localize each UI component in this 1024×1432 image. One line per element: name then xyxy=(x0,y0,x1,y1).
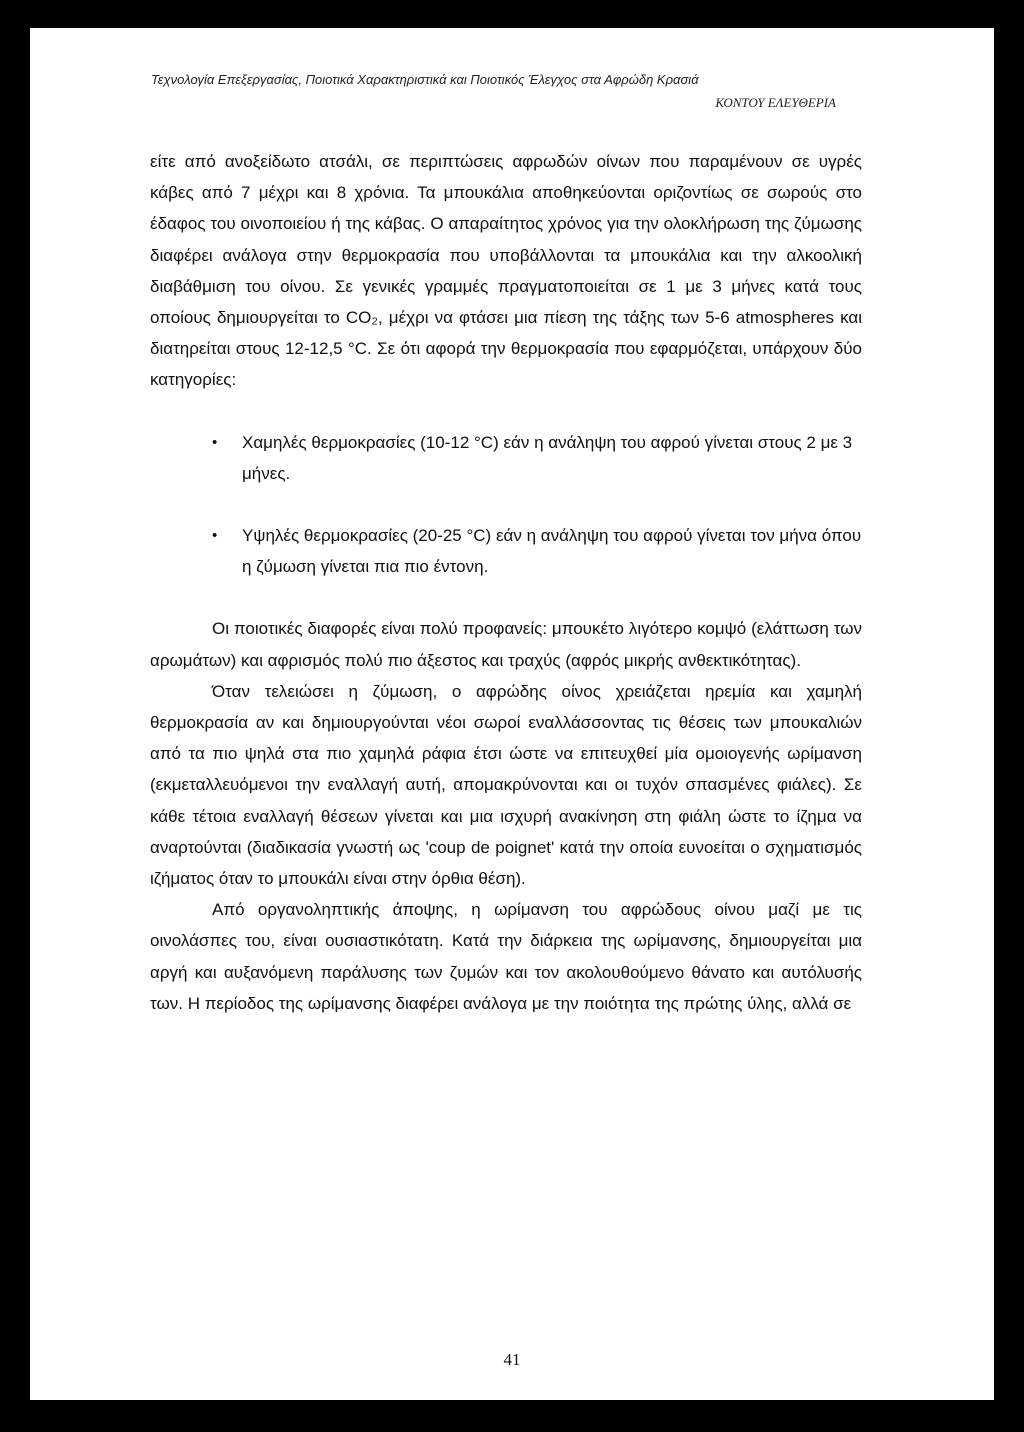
bullet-text: Υψηλές θερμοκρασίες (20-25 °C) εάν η ανάληψη του αφρού γίνεται τον μήνα όπου η ζύμωση γίνεται πια πιο έντονη. xyxy=(242,526,862,577)
spacer xyxy=(150,582,862,613)
paragraph-4: Από οργανοληπτικής άποψης, η ωρίμανση του αφρώδους οίνου μαζί με τις οινολάσπες του, είναι ουσιαστικότατη. Κατά την διάρκεια της ωρίμανσης, δημιουργείται μια αργή και αυξανόμενη παράλυσης των ζυμών και τον ακολουθούμενο θάνατο και αυτόλυσής των. Η περίοδος της ωρίμανσης διαφέρει ανάλογα με την ποιότητα της πρώτης ύλης, αλλά σε xyxy=(150,900,862,1013)
paragraph-1: είτε από ανοξείδωτο ατσάλι, σε περιπτώσεις αφρωδών οίνων που παραμένουν σε υγρές κάβες από 7 μέχρι και 8 χρόνια. Τα μπουκάλια αποθηκεύονται οριζοντίως σε σωρούς στο έδαφος του οινοποιείου ή της κάβας. Ο απαραίτητος χρόνος για την ολοκλήρωση της ζύμωσης διαφέρει ανάλογα στην θερμοκρασία που υποβάλλονται τα μπουκάλια και την αλκοολική διαβάθμιση του οίνου. Σε γενικές γραμμές πραγματοποιείται σε 1 με 3 μήνες κατά τους οποίους δημιουργείται το CO₂, μέχρι να φτάσει μια πίεση της τάξης των 5-6 atmospheres και διατηρείται στους 12-12,5 °C. Σε ότι αφορά την θερμοκρασία που εφαρμόζεται, υπάρχουν δύο κατηγορίες: xyxy=(150,152,862,390)
document-page xyxy=(30,28,994,1400)
bullet-item-high-temp xyxy=(150,520,862,582)
bullet-dot-icon: • xyxy=(212,433,218,451)
spacer xyxy=(150,396,862,427)
bullet-text: Χαμηλές θερμοκρασίες (10-12 °C) εάν η ανάληψη του αφρού γίνεται στους 2 με 3 μήνες. xyxy=(242,432,853,483)
spacer xyxy=(150,489,862,520)
running-header-title: Τεχνολογία Επεξεργασίας, Ποιοτικά Χαρακτηριστικά και Ποιοτικός Έλεγχος στα Αφρώδη Κρασιά xyxy=(151,72,699,87)
bullet-item-low-temp xyxy=(150,427,862,489)
paragraph-2: Οι ποιοτικές διαφορές είναι πολύ προφανείς: μπουκέτο λιγότερο κομψό (ελάττωση των αρωμάτων) και αφρισμός πολύ πιο άξεστος και τραχύς (αφρός μικρής ανθεκτικότητας). xyxy=(150,619,862,670)
paragraph-3: Όταν τελειώσει η ζύμωση, ο αφρώδης οίνος χρειάζεται ηρεμία και χαμηλή θερμοκρασία αν και δημιουργούνται νέοι σωροί εναλλάσσοντας τις θέσεις των μπουκαλιών από τα πιο ψηλά στα πιο χαμηλά ράφια έτσι ώστε να επιτευχθεί μία ομοιογενής ωρίμανση (εκμεταλλευόμενοι την εναλλαγή αυτή, απομακρύνονται και οι τυχόν σπασμένες φιάλες). Σε κάθε τέτοια εναλλαγή θέσεων γίνεται και μια ισχυρή ανακίνηση στη φιάλη ώστε το ίζημα να αναρτούνται (διαδικασία γνωστή ως 'coup de poignet' κατά την οποία ευνοείται ο σχηματισμός ιζήματος όταν το μπουκάλι είναι στην όρθια θέση). xyxy=(150,681,862,889)
running-header-author: ΚΟΝΤΟΥ ΕΛΕΥΘΕΡΙΑ xyxy=(715,95,836,110)
bullet-dot-icon: • xyxy=(212,527,218,545)
body-text xyxy=(150,146,862,1019)
page-number: 41 xyxy=(503,1350,521,1369)
